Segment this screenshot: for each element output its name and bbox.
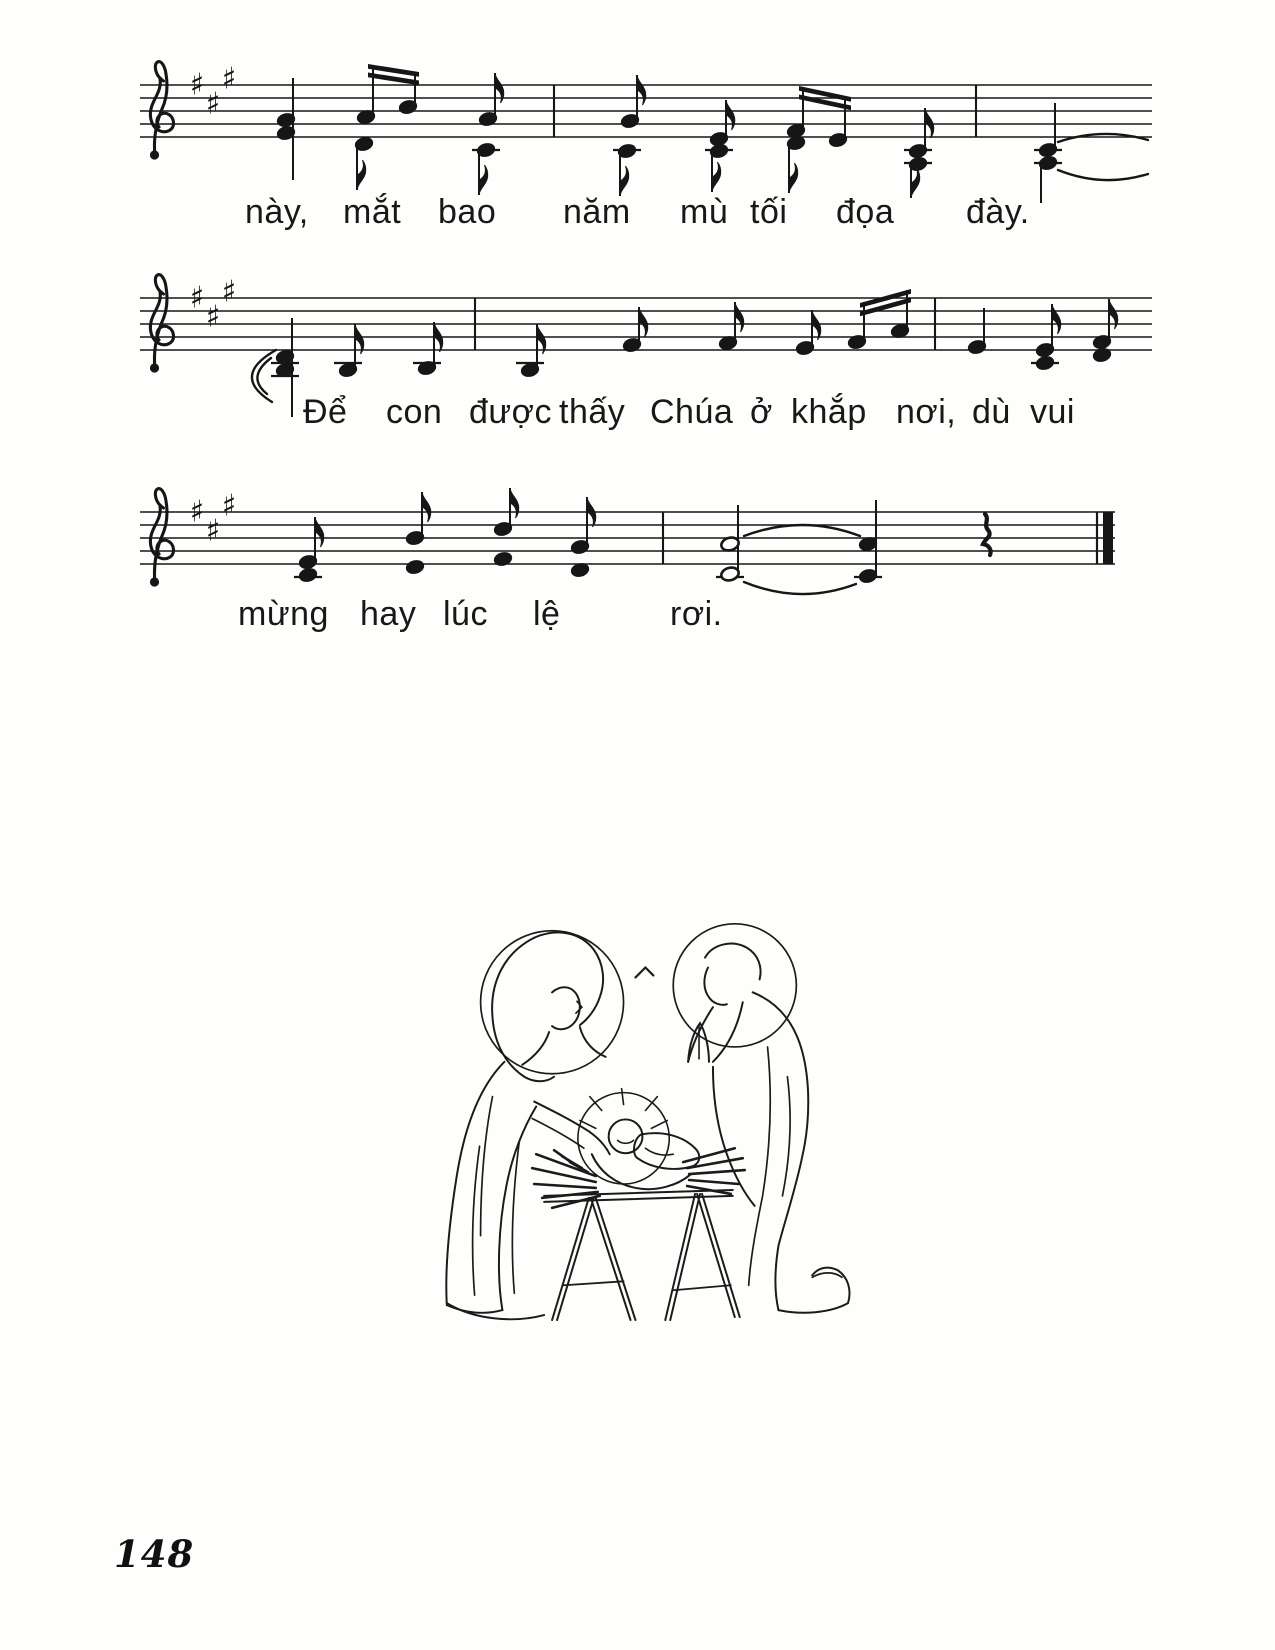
lyric-word: nơi, [896, 393, 957, 431]
lyric-word: rơi. [670, 595, 723, 633]
lyric-word: bao [438, 193, 497, 231]
lyric-word: lệ [533, 595, 561, 633]
lyric-word: hay [360, 595, 417, 633]
lyric-word: mừng [238, 595, 329, 633]
sharp-icon: ♯ [221, 488, 237, 524]
sharp-icon: ♯ [189, 67, 205, 103]
lyric-word: dù [972, 393, 1011, 431]
sharp-icon: ♯ [205, 299, 221, 335]
lyric-word: ở [750, 393, 773, 431]
lyric-word: Chúa [650, 393, 734, 431]
lyrics-line-2 [0, 393, 1275, 441]
bird-mark [635, 968, 653, 978]
lyric-word: này, [245, 193, 309, 231]
lyric-word: tối [750, 193, 788, 231]
staff-3 [140, 488, 1115, 594]
sharp-icon: ♯ [205, 86, 221, 122]
sharp-icon: ♯ [221, 274, 237, 310]
lyric-word: khắp [791, 393, 867, 431]
lyric-word: Để [303, 393, 348, 431]
lyric-word: mắt [343, 193, 402, 231]
joseph-figure [688, 944, 849, 1313]
sharp-icon: ♯ [205, 513, 221, 549]
lyric-word: con [386, 393, 443, 431]
page-number: 148 [114, 1532, 195, 1576]
halo-infant [578, 1089, 669, 1184]
lyric-word: vui [1030, 393, 1075, 431]
lyrics-line-3 [0, 595, 1275, 643]
lyric-word: đày. [966, 193, 1030, 231]
lyric-word: được [469, 393, 552, 431]
lyrics-line-1 [0, 193, 1275, 241]
sharp-icon: ♯ [189, 280, 205, 316]
lyric-word: lúc [443, 595, 488, 633]
lyric-word: năm [563, 193, 631, 231]
sharp-icon: ♯ [221, 61, 237, 97]
quarter-rest-icon [983, 514, 991, 555]
lyric-word: đọa [836, 193, 895, 231]
infant-manger [532, 1119, 745, 1320]
lyric-word: thấy [559, 393, 626, 431]
sharp-icon: ♯ [189, 494, 205, 530]
lyric-word: mù [680, 193, 729, 231]
staff-1 [140, 62, 1152, 204]
nativity-illustration [385, 898, 882, 1325]
mary-figure [446, 932, 609, 1319]
